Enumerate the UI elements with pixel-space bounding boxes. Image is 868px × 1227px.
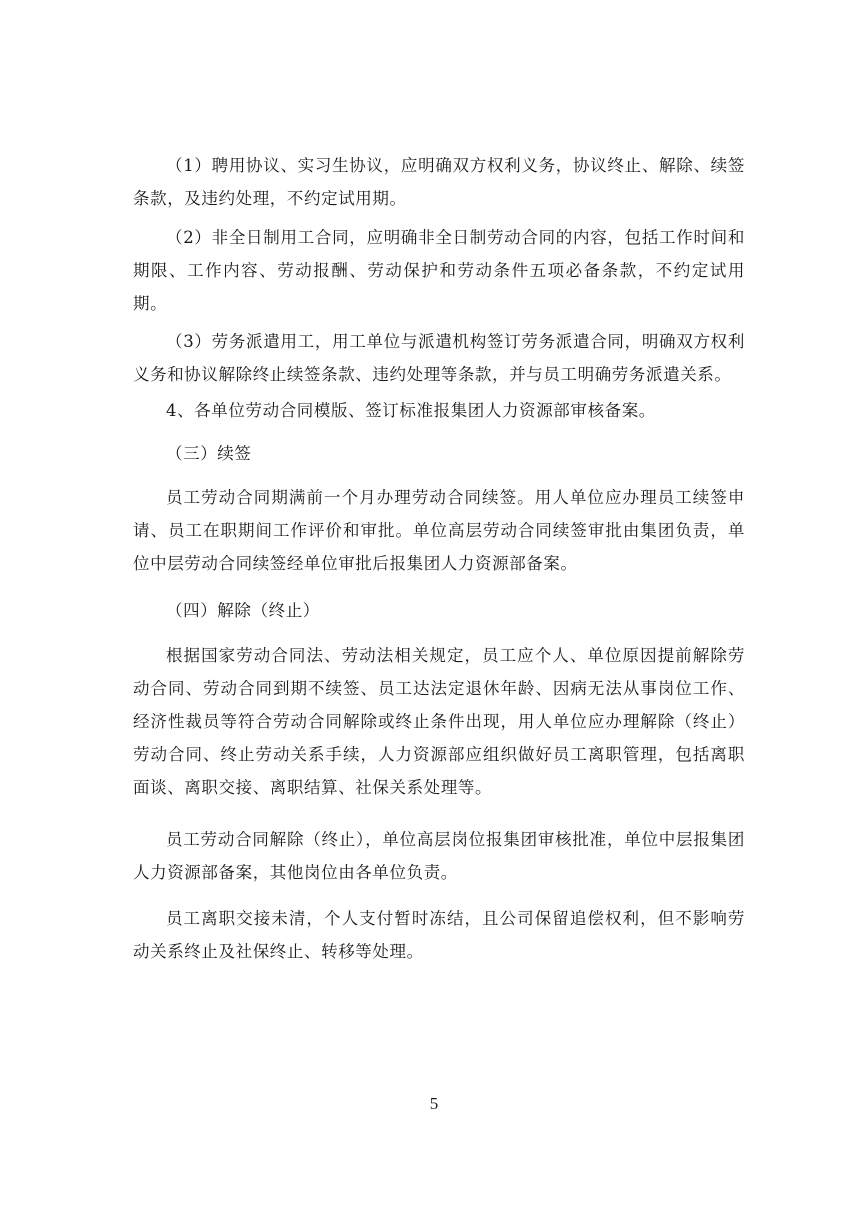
paragraph-termination-rules: 根据国家劳动合同法、劳动法相关规定，员工应个人、单位原因提前解除劳动合同、劳动合同到期不续签、员工达法定退休年龄、因病无法从事岗位工作、经济性裁员等符合劳动合同解除或终止条件出现，用人单位应办理解除（终止）劳动合同、终止劳动关系手续，人力资源部应组织做好员工离职管理，包括离职面谈、离职交接、离职结算、社保关系处理等。 <box>133 646 745 797</box>
paragraph-contract-template: 4、各单位劳动合同模版、签订标准报集团人力资源部审核备案。 <box>166 401 656 420</box>
paragraph-termination-approval: 员工劳动合同解除（终止），单位高层岗位报集团审核批准，单位中层报集团人力资源部备案，其他岗位由各单位负责。 <box>133 830 745 882</box>
paragraph-handover: 员工离职交接未清，个人支付暂时冻结，且公司保留追偿权利，但不影响劳动关系终止及社保终止、转移等处理。 <box>133 909 745 961</box>
page-number: 5 <box>429 1094 439 1113</box>
section-heading-renewal: （三）续签 <box>166 444 252 463</box>
paragraph-renewal: 员工劳动合同期满前一个月办理劳动合同续签。用人单位应办理员工续签申请、员工在职期间工作评价和审批。单位高层劳动合同续签审批由集团负责，单位中层劳动合同续签经单位审批后报集团人力资源部备案。 <box>133 488 745 573</box>
section-heading-termination: （四）解除（终止） <box>166 601 320 620</box>
paragraph-labor-dispatch: （3）劳务派遣用工，用工单位与派遣机构签订劳务派遣合同，明确双方权利义务和协议解除终止续签条款、违约处理等条款，并与员工明确劳务派遣关系。 <box>133 332 745 384</box>
paragraph-employment-agreement: （1）聘用协议、实习生协议，应明确双方权利义务，协议终止、解除、续签条款，及违约处理，不约定试用期。 <box>133 156 745 208</box>
paragraph-part-time-contract: （2）非全日制用工合同，应明确非全日制劳动合同的内容，包括工作时间和期限、工作内容、劳动报酬、劳动保护和劳动条件五项必备条款，不约定试用期。 <box>133 228 745 313</box>
